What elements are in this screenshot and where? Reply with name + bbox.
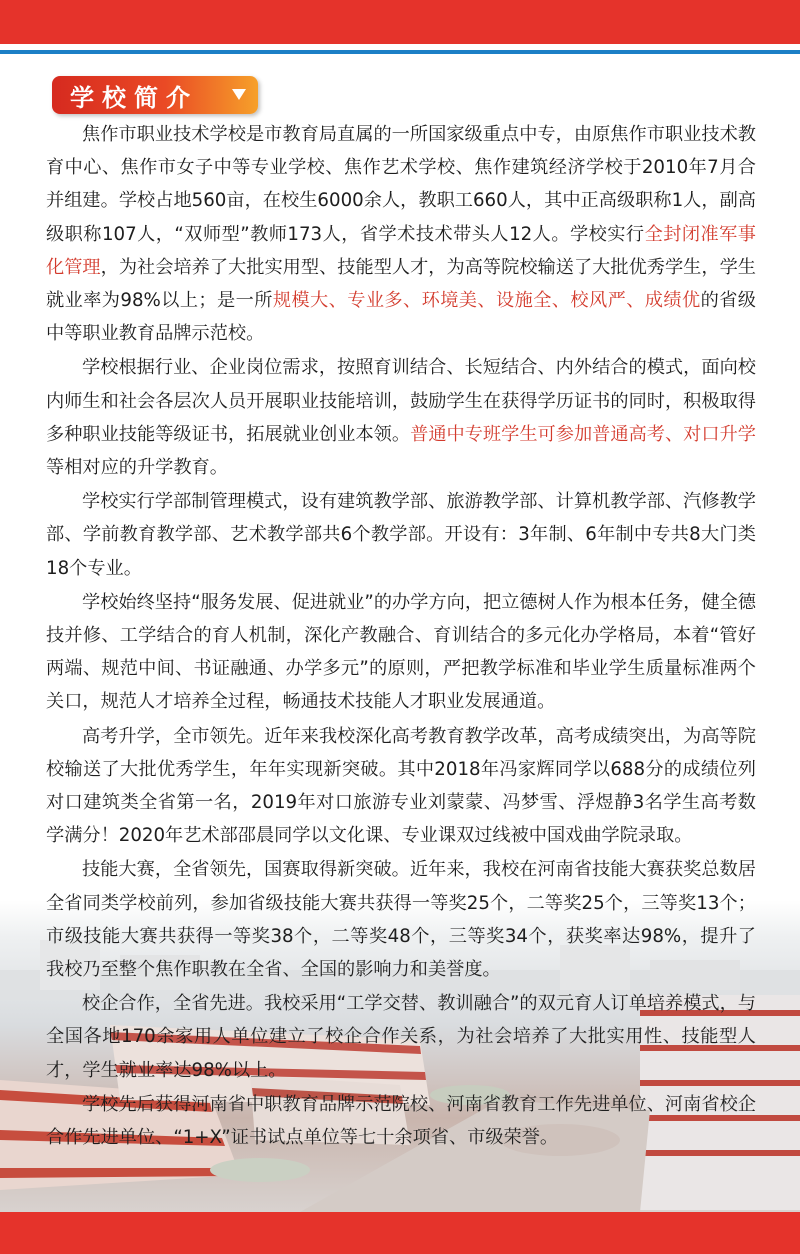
paragraph-text: 学校实行学部制管理模式，设有建筑教学部、旅游教学部、计算机教学部、汽修教学部、学前教育教学部、艺术教学部共6个教学部。开设有：3年制、6年制中专共8大门类18个专业。 [46, 491, 756, 579]
intro-body [46, 118, 756, 1154]
paragraph-text: 焦作市职业技术学校是市教育局直属的一所国家级重点中专，由原焦作市职业技术教育中心、焦作市女子中等专业学校、焦作艺术学校、焦作建筑经济学校于2010年7月合并组建。学校占地560亩，在校生6000余人，教职工660人，其中正高级职称1人，副高级职称107人，“双师型”教师173人，省学术技术带头人12人。学校实行 [46, 124, 756, 245]
paragraph-text: 高考升学，全市领先。近年来我校深化高考教育教学改革，高考成绩突出，为高等院校输送了大批优秀学生，年年实现新突破。其中2018年冯家辉同学以688分的成绩位列对口建筑类全省第一名，2019年对口旅游专业刘蒙蒙、冯梦雪、浮煜静3名学生高考数学满分！2020年艺术部邵晨同学以文化课、专业课双过线被中国戏曲学院录取。 [46, 725, 756, 847]
highlighted-text: 规模大、专业多、环境美、设施全、校风严、成绩优 [272, 290, 701, 312]
triangle-down-icon [232, 89, 246, 100]
intro-paragraph [46, 485, 756, 585]
intro-paragraph [46, 118, 756, 350]
section-title: 学校简介 [70, 82, 198, 112]
highlighted-text: 普通中专班学生可参加普通高考、对口升学 [410, 423, 756, 445]
paragraph-text: 学校始终坚持“服务发展、促进就业”的办学方向，把立德树人作为根本任务，健全德技并修、工学结合的育人机制，深化产教融合、育训结合的多元化办学格局，本着“管好两端、规范中间、书证融通、办学多元”的原则，严把教学标准和毕业学生质量标准两个关口，规范人才培养全过程，畅通技术技能人才职业发展通道。 [46, 591, 756, 713]
top-red-bar [0, 0, 800, 44]
intro-paragraph [46, 987, 756, 1087]
intro-paragraph [46, 586, 756, 719]
section-title-banner [52, 76, 258, 114]
bottom-red-bar [0, 1212, 800, 1254]
intro-paragraph [46, 351, 756, 484]
paragraph-text: 等相对应的升学教育。 [46, 457, 228, 479]
paragraph-text: 技能大赛，全省领先，国赛取得新突破。近年来，我校在河南省技能大赛获奖总数居全省同类学校前列，参加省级技能大赛共获得一等奖25个，二等奖25个，三等奖13个；市级技能大赛共获得一等奖38个，二等奖48个，三等奖34个，获奖率达98%，提升了我校乃至整个焦作职教在全省、全国的影响力和美誉度。 [46, 859, 756, 981]
paragraph-text: ，为社会培养了大批实用型、技能型人才，为高等院校输送了大批优秀学生，学生就业率为98%以上；是一所 [46, 256, 756, 312]
intro-paragraph [46, 720, 756, 853]
intro-paragraph [46, 853, 756, 986]
paragraph-text: 学校根据行业、企业岗位需求，按照育训结合、长短结合、内外结合的模式，面向校内师生和社会各层次人员开展职业技能培训，鼓励学生在获得学历证书的同时，积极取得多种职业技能等级证书，拓展就业创业本领。 [46, 357, 756, 445]
highlighted-text: 全封闭准军事化管理 [46, 223, 756, 278]
top-blue-line [0, 50, 800, 54]
paragraph-text: 学校先后获得河南省中职教育品牌示范院校、河南省教育工作先进单位、河南省校企合作先进单位、“1+X”证书试点单位等七十余项省、市级荣誉。 [46, 1093, 756, 1149]
intro-paragraph [46, 1088, 756, 1154]
paragraph-text: 的省级中等职业教育品牌示范校。 [46, 290, 756, 345]
paragraph-text: 校企合作，全省先进。我校采用“工学交替、教训融合”的双元育人订单培养模式，与全国各地170余家用人单位建立了校企合作关系，为社会培养了大批实用性、技能型人才，学生就业率达98%以上。 [46, 993, 756, 1081]
